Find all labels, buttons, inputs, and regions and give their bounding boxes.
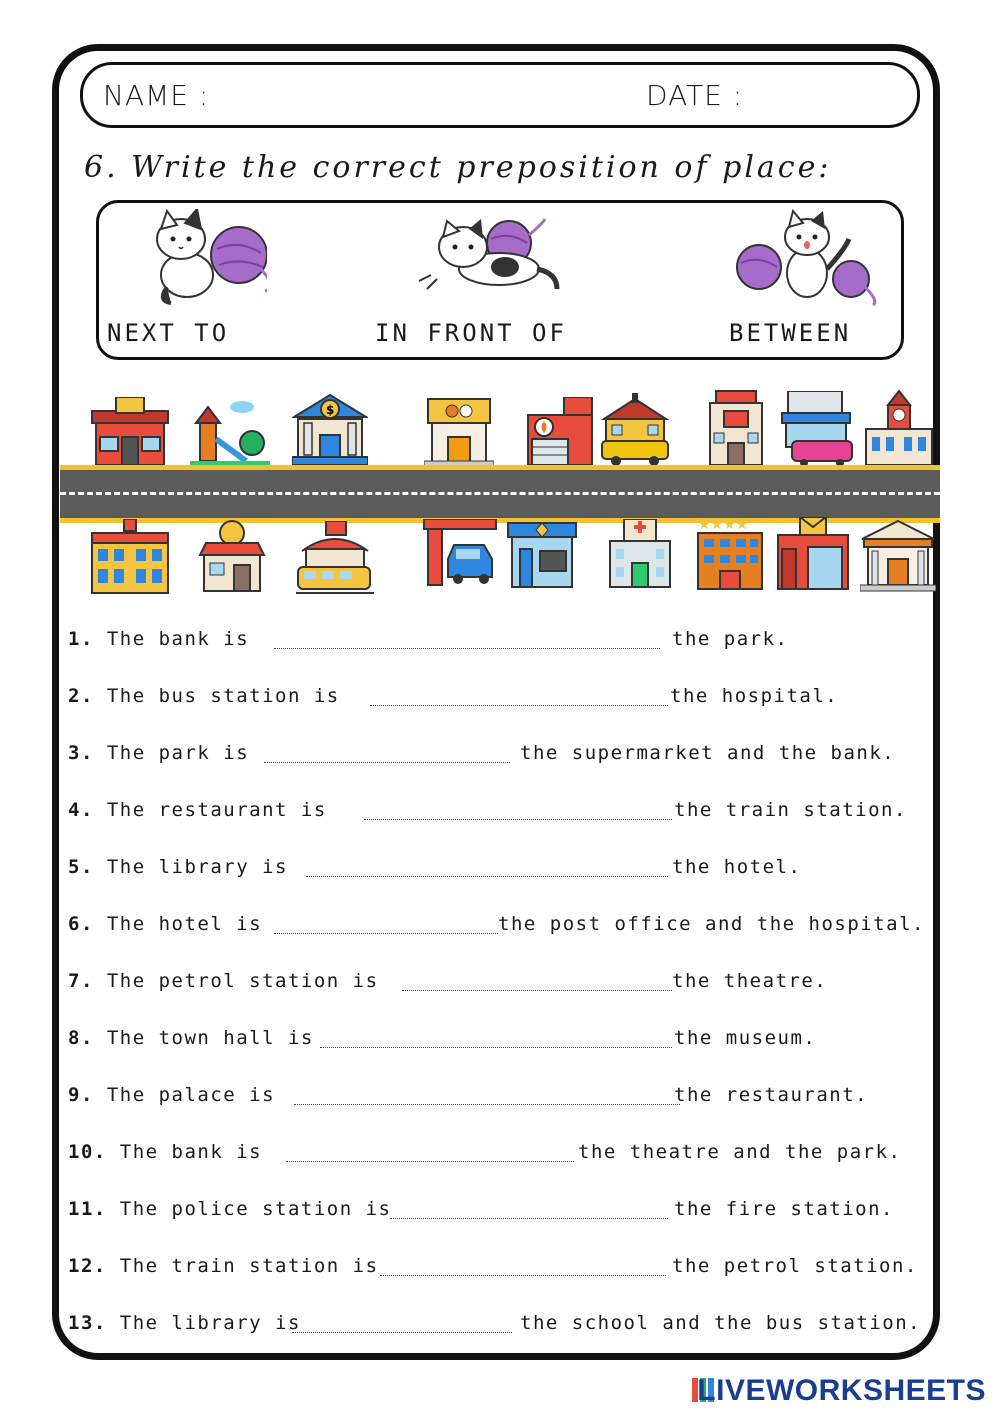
sentence-7: [68, 970, 828, 1010]
cat-between-icon: [735, 209, 885, 309]
cat-next-to-icon: [127, 209, 267, 309]
answer-blank[interactable]: [370, 705, 668, 706]
sentence-end: the hotel.: [672, 856, 802, 878]
restaurant-icon: [196, 519, 268, 595]
sentence-end: the supermarket and the bank.: [520, 742, 896, 764]
sentence-end: the petrol station.: [672, 1255, 918, 1277]
sentence-start: The hotel is: [106, 913, 263, 935]
sentence-end: the school and the bus station.: [520, 1312, 922, 1334]
answer-blank[interactable]: [320, 1047, 672, 1048]
answer-blank[interactable]: [306, 876, 668, 877]
sentence-start: The bank is: [119, 1141, 263, 1163]
bus-station-icon: [778, 391, 858, 467]
sentence-end: the hospital.: [670, 685, 839, 707]
sentence-number: 1.: [68, 628, 94, 650]
sentence-start: The police station is: [119, 1198, 392, 1220]
sentence-start: The bus station is: [106, 685, 340, 707]
train-station-icon: [296, 521, 374, 597]
school-icon: [600, 393, 670, 467]
sentence-number: 10.: [68, 1141, 107, 1163]
sentence-end: the post office and the hospital.: [498, 913, 925, 935]
sentence-number: 13.: [68, 1312, 107, 1334]
name-label: NAME :: [103, 79, 210, 112]
sentence-number: 3.: [68, 742, 94, 764]
town-hall-icon: [864, 389, 934, 467]
sentence-number: 2.: [68, 685, 94, 707]
instruction-text: 6. Write the correct preposition of place:: [84, 150, 832, 185]
sentence-end: the museum.: [674, 1027, 817, 1049]
sentence-3: [68, 742, 896, 782]
sentence-4: [68, 799, 907, 839]
palace-icon: [88, 519, 172, 595]
sentence-number: 4.: [68, 799, 94, 821]
sentence-6: [68, 913, 925, 953]
answer-blank[interactable]: [402, 990, 672, 991]
sentence-end: the restaurant.: [674, 1084, 869, 1106]
sentence-start: The library is: [106, 856, 288, 878]
sentence-11: [68, 1198, 894, 1238]
sentence-start: The petrol station is: [106, 970, 379, 992]
hospital-icon: [606, 519, 674, 591]
hotel-icon: [692, 515, 768, 593]
post-office-icon: [774, 517, 850, 593]
police-station-icon: [506, 521, 578, 591]
sentence-start: The library is: [119, 1312, 301, 1334]
sentence-13: [68, 1312, 922, 1352]
answer-blank[interactable]: [292, 1332, 512, 1333]
svg-text:$: $: [326, 403, 335, 417]
brand-wordmark[interactable]: LIVEWORKSHEETS: [697, 1374, 986, 1407]
sentence-start: The restaurant is: [106, 799, 327, 821]
road: [60, 465, 940, 523]
prep-between: BETWEEN: [729, 319, 852, 347]
sentence-12: [68, 1255, 918, 1295]
answer-blank[interactable]: [390, 1218, 668, 1219]
sentence-number: 11.: [68, 1198, 107, 1220]
cat-in-front-of-icon: [417, 217, 567, 297]
answer-blank[interactable]: [274, 933, 498, 934]
library-icon: [704, 389, 768, 467]
sentence-end: the theatre.: [672, 970, 828, 992]
sentence-start: The park is: [106, 742, 250, 764]
answer-blank[interactable]: [286, 1161, 574, 1162]
road-center-line: [60, 492, 940, 495]
answer-blank[interactable]: [264, 762, 510, 763]
svg-text:★★★★: ★★★★: [698, 517, 749, 533]
prepositions-box: [96, 200, 904, 360]
sentence-number: 6.: [68, 913, 94, 935]
petrol-station-icon: [422, 519, 498, 591]
sentence-start: The train station is: [119, 1255, 379, 1277]
supermarket-icon: [90, 397, 170, 467]
sentence-end: the park.: [672, 628, 789, 650]
sentence-number: 9.: [68, 1084, 94, 1106]
sentence-end: the theatre and the park.: [578, 1141, 902, 1163]
answer-blank[interactable]: [274, 648, 660, 649]
street-scene: [60, 385, 940, 605]
sentence-2: [68, 685, 839, 725]
sentence-start: The bank is: [106, 628, 250, 650]
date-label: DATE :: [646, 79, 744, 112]
sentence-9: [68, 1084, 869, 1124]
fire-station-icon: [524, 397, 596, 467]
sentence-start: The palace is: [106, 1084, 276, 1106]
sentence-8: [68, 1027, 817, 1067]
header-box: [80, 62, 920, 128]
prep-in-front-of: IN FRONT OF: [375, 319, 567, 347]
sentence-number: 7.: [68, 970, 94, 992]
answer-blank[interactable]: [364, 819, 672, 820]
museum-icon: [860, 519, 936, 593]
theatre-icon: [424, 397, 494, 467]
sentence-5: [68, 856, 802, 896]
sentence-number: 12.: [68, 1255, 107, 1277]
bank-icon: [292, 393, 368, 467]
sentence-number: 8.: [68, 1027, 94, 1049]
answer-blank[interactable]: [380, 1275, 666, 1276]
park-icon: [190, 399, 270, 467]
answer-blank[interactable]: [294, 1104, 680, 1105]
sentence-end: the fire station.: [674, 1198, 894, 1220]
sentence-number: 5.: [68, 856, 94, 878]
sentence-10: [68, 1141, 902, 1181]
sentence-start: The town hall is: [106, 1027, 314, 1049]
sentence-1: [68, 628, 789, 668]
sentence-end: the train station.: [674, 799, 907, 821]
prep-next-to: NEXT TO: [107, 319, 230, 347]
